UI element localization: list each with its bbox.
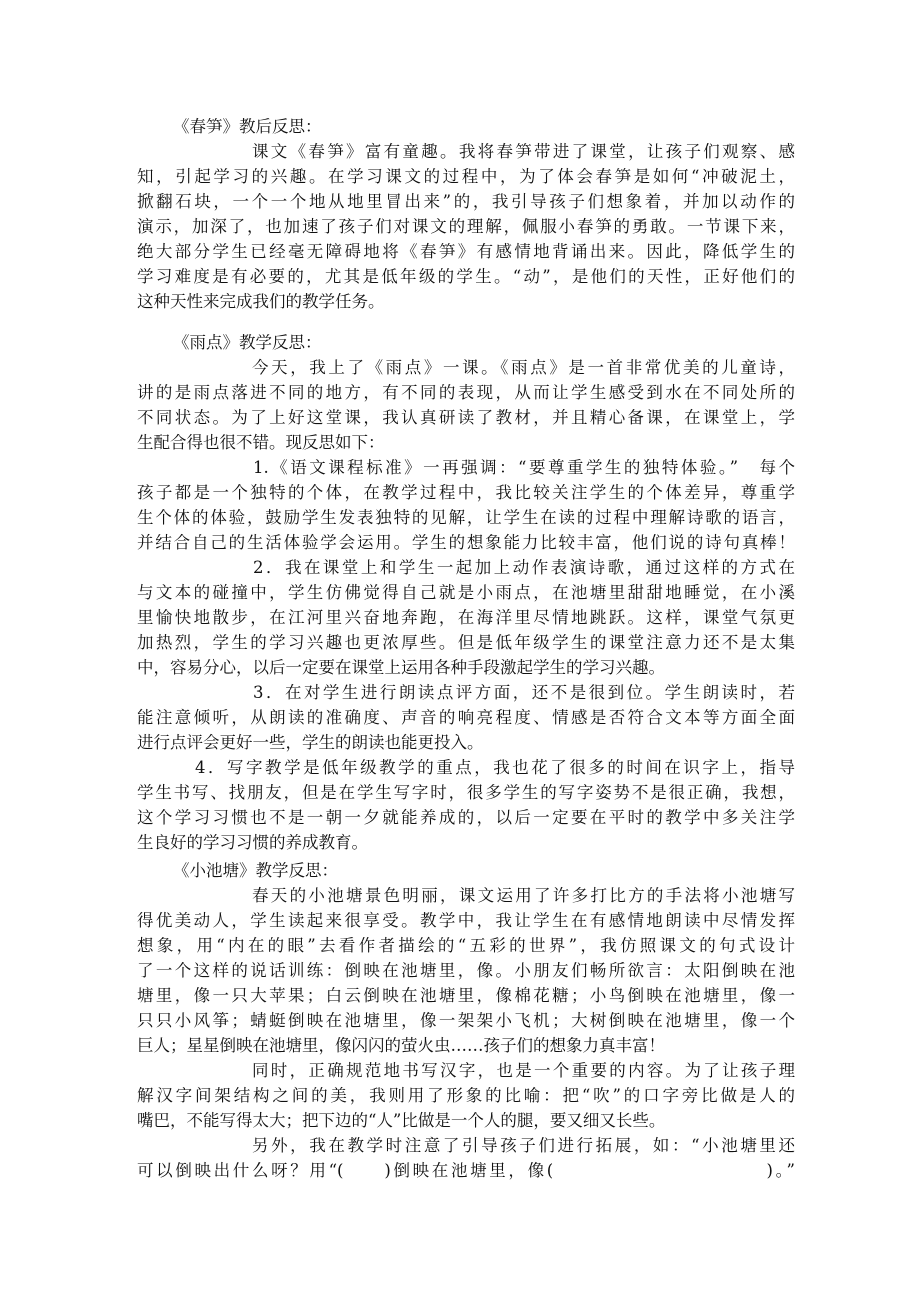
paragraph-line: 了一个这样的说话训练：倒映在池塘里，像。小朋友们畅所欲言：太阳倒映在池 [137, 961, 795, 980]
paragraph-line: 掀翻石块，一个一个地从地里冒出来”的，我引导孩子们想象着，并加以动作的 [137, 192, 795, 211]
paragraph-line: 绝大部分学生已经毫无障碍地将《春笋》有感情地背诵出来。因此，降低学生的 [137, 242, 795, 261]
paragraph-line: 1.《语文课程标准》一再强调：“要尊重学生的独特体验。” 每个 [253, 458, 795, 477]
paragraph-line: 能注意倾听，从朗读的准确度、声音的响亮程度、情感是否符合文本等方面全面 [137, 708, 795, 727]
section-chunsun [137, 114, 795, 314]
paragraph-line: 学习难度是有必要的，尤其是低年级的学生。“动”，是他们的天性，正好他们的 [137, 267, 795, 286]
section-heading: 《雨点》教学反思： [173, 333, 322, 352]
paragraph-line: 学生书写、找朋友，但是在学生写字时，很多学生的写字姿势不是很正确，我想， [137, 783, 795, 802]
paragraph-line: 知，引起学习的兴趣。在学习课文的过程中，为了体会春笋是如何“冲破泥土， [137, 167, 795, 186]
paragraph-line: 4．写字教学是低年级教学的重点，我也花了很多的时间在识字上，指导 [195, 758, 795, 777]
paragraph-line: 里愉快地散步，在江河里兴奋地奔跑，在海洋里尽情地跳跃。这样，课堂气氛更 [137, 608, 795, 627]
section-yudian [137, 330, 795, 855]
paragraph-line: 并结合自己的生活体验学会运用。学生的想象能力比较丰富，他们说的诗句真棒！ [137, 533, 795, 552]
paragraph-line: 2．我在课堂上和学生一起加上动作表演诗歌，通过这样的方式在 [253, 558, 795, 577]
paragraph-line: 3．在对学生进行朗读点评方面，还不是很到位。学生朗读时，若 [253, 683, 795, 702]
section-xiaochitang [137, 858, 795, 1183]
paragraph-line: 今天，我上了《雨点》一课。《雨点》是一首非常优美的儿童诗， [252, 358, 795, 377]
paragraph-line: 进行点评会更好一些，学生的朗读也能更投入。 [137, 733, 484, 752]
paragraph-line: 得优美动人，学生读起来很享受。教学中，我让学生在有感情地朗读中尽情发挥 [137, 911, 795, 930]
paragraph-line: 可以倒映出什么呀？用“( )倒映在池塘里，像( )。” [137, 1161, 795, 1180]
paragraph-line: 巨人；星星倒映在池塘里，像闪闪的萤火虫……孩子们的想象力真丰富！ [137, 1036, 665, 1055]
paragraph-line: 生良好的学习习惯的养成教育。 [137, 833, 368, 852]
paragraph-line: 嘴巴，不能写得太大；把下边的“人”比做是一个人的腿，要又细又长些。 [137, 1111, 666, 1130]
paragraph-line: 讲的是雨点落进不同的地方，有不同的表现，从而让学生感受到水在不同处所的 [137, 383, 795, 402]
paragraph-line: 不同状态。为了上好这堂课，我认真研读了教材，并且精心备课，在课堂上，学 [137, 408, 795, 427]
paragraph-line: 生个体的体验，鼓励学生发表独特的见解，让学生在读的过程中理解诗歌的语言， [137, 508, 795, 527]
paragraph-line: 这个学习习惯也不是一朝一夕就能养成的，以后一定要在平时的教学中多关注学 [137, 808, 795, 827]
paragraph-line: 加热烈，学生的学习兴趣也更浓厚些。但是低年级学生的课堂注意力还不是太集 [137, 633, 795, 652]
paragraph-line: 另外，我在教学时注意了引导孩子们进行拓展，如：“小池塘里还 [252, 1136, 795, 1155]
section-heading: 《小池塘》教学反思： [173, 861, 338, 880]
paragraph-line: 与文本的碰撞中，学生仿佛觉得自己就是小雨点，在池塘里甜甜地睡觉，在小溪 [137, 583, 795, 602]
paragraph-line: 塘里，像一只大苹果；白云倒映在池塘里，像棉花糖；小鸟倒映在池塘里，像一 [137, 986, 795, 1005]
paragraph-line: 生配合得也很不错。现反思如下： [137, 433, 385, 452]
paragraph-line: 只只小风筝；蜻蜓倒映在池塘里，像一架架小飞机；大树倒映在池塘里，像一个 [137, 1011, 795, 1030]
paragraph-line: 课文《春笋》富有童趣。我将春笋带进了课堂，让孩子们观察、感 [252, 142, 795, 161]
section-heading: 《春笋》教后反思： [173, 117, 322, 136]
paragraph-line: 同时，正确规范地书写汉字，也是一个重要的内容。为了让孩子理 [252, 1061, 795, 1080]
paragraph-line: 想象，用“内在的眼”去看作者描绘的“五彩的世界”，我仿照课文的句式设计 [137, 936, 795, 955]
paragraph-line: 这种天性来完成我们的教学任务。 [137, 292, 385, 311]
paragraph-line: 春天的小池塘景色明丽，课文运用了许多打比方的手法将小池塘写 [252, 886, 795, 905]
paragraph-line: 中，容易分心，以后一定要在课堂上运用各种手段激起学生的学习兴趣。 [137, 658, 665, 677]
paragraph-line: 演示，加深了，也加速了孩子们对课文的理解，佩服小春笋的勇敢。一节课下来， [137, 217, 795, 236]
paragraph-line: 孩子都是一个独特的个体，在教学过程中，我比较关注学生的个体差异，尊重学 [137, 483, 795, 502]
paragraph-line: 解汉字间架结构之间的美，我则用了形象的比喻：把“吹”的口字旁比做是人的 [137, 1086, 795, 1105]
